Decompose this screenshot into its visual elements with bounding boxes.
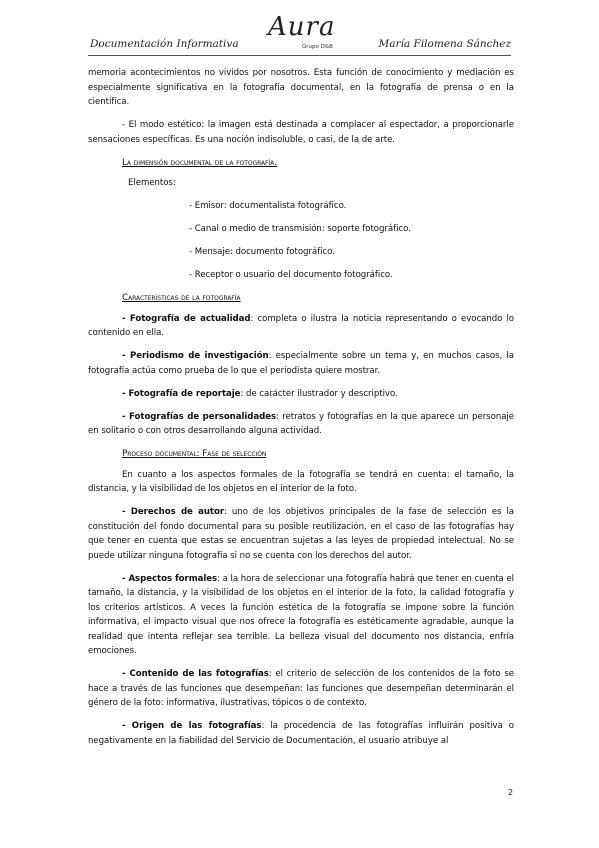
- logo-word: Aura: [268, 12, 336, 42]
- definition: : uno de los objetivos principales de la fase de selección es la constitución del fondo documental para su posible reutilización, en el caso de las fotografías hay que tener en cuenta que estas se encuentran sujetas a las leyes de propiedad intelectual. No se puede utilizar ninguna fotografía si no se cuenta con los derechos del autor.: [88, 507, 514, 561]
- paragraph: - El modo estético: la imagen está destinada a complacer al espectador, a proporcionarle sensaciones específicas. Es una noción indisoluble, o casi, de la de arte.: [88, 120, 514, 145]
- paragraph: [88, 572, 514, 659]
- definition: : de carácter ilustrador y descriptivo.: [240, 388, 398, 399]
- definition: : la procedencia de las fotografías influirán positiva o negativamente en la fiabilidad del Servicio de Documentación, el usuario atribuye al: [88, 721, 514, 746]
- term: - Fotografía de reportaje: [122, 388, 241, 399]
- section-heading: La dimensión documental de la fotografía.: [122, 157, 277, 168]
- definition: : a la hora de seleccionar una fotografía habrá que tener en cuenta el tamaño, la distancia, y la visibilidad de los objetos en el interior de la foto, la calidad fotografía y los criterios artísticos. A veces la función estética de la fotografía se impone sobre la función informativa, el impacto visual que nos ofrece la fotografía es estéticamente agradable, aunque la realidad que intenta reflejar sea terrible. La belleza visual del documento nos distancia, enfría emociones.: [88, 573, 515, 656]
- paragraph: [88, 312, 514, 341]
- logo-subtitle: Grupo D&B: [302, 44, 333, 50]
- list-item: - Receptor o usuario del documento fotográfico.: [189, 270, 393, 280]
- paragraph: En cuanto a los aspectos formales de la fotografía se tendrá en cuenta: el tamaño, la distancia, y la visibilidad de los objetos en el interior de la foto.: [88, 469, 514, 494]
- term: - Periodismo de investigación: [122, 351, 269, 361]
- term: - Fotografías de personalidades: [122, 411, 277, 422]
- section-heading: Proceso documental: Fase de selección: [122, 449, 267, 459]
- header-left-title: Documentación Informativa: [90, 38, 239, 50]
- elements-label: Elementos:: [128, 178, 176, 188]
- list-item: - Canal o medio de transmisión: soporte fotográfico.: [189, 224, 411, 234]
- definition: : retratos y fotografías en la que aparece un personaje en solitario o con otros desarrollando alguna actividad.: [88, 411, 515, 436]
- list-item: - Mensaje: documento fotográfico.: [189, 247, 335, 257]
- paragraph: memoria acontecimientos no vividos por nosotros. Esta función de conocimiento y mediación es especialmente significativa en la fotografía documental, en la fotografía de prensa o en la científica.: [88, 68, 514, 107]
- paragraph: [88, 349, 514, 378]
- page-number: 2: [508, 788, 514, 797]
- paragraph: [88, 719, 514, 748]
- paragraph: [88, 387, 514, 402]
- paragraph: [88, 667, 514, 711]
- page-header: [0, 0, 599, 66]
- definition: : especialmente sobre un tema y, en muchos casos, la fotografía actúa como prueba de lo que el periodista quiere mostrar.: [88, 351, 514, 376]
- header-divider: [88, 55, 511, 56]
- header-author: María Filomena Sánchez: [378, 38, 511, 50]
- section-heading: Características de la fotografía: [122, 293, 241, 303]
- paragraph: [88, 505, 514, 563]
- paragraph: [88, 410, 514, 439]
- aura-logo: [262, 12, 342, 56]
- definition: : el criterio de selección de los contenidos de la foto se hace a través de las funciones que desempeñan: las funciones que desempeñan determinarán el género de la foto: informativa, ilustrativas, tópicos o de contexto.: [88, 669, 514, 708]
- term: - Fotografía de actualidad: [122, 313, 251, 324]
- definition: : completa o ilustra la noticia representando o evocando lo contenido en ella.: [88, 313, 514, 338]
- list-item: - Emisor: documentalista fotográfico.: [189, 201, 347, 211]
- term: - Origen de las fotografías: [122, 721, 262, 731]
- term: - Aspectos formales: [122, 573, 218, 584]
- term: - Derechos de autor: [122, 507, 225, 517]
- term: - Contenido de las fotografías: [122, 669, 269, 679]
- document-body: [88, 66, 514, 757]
